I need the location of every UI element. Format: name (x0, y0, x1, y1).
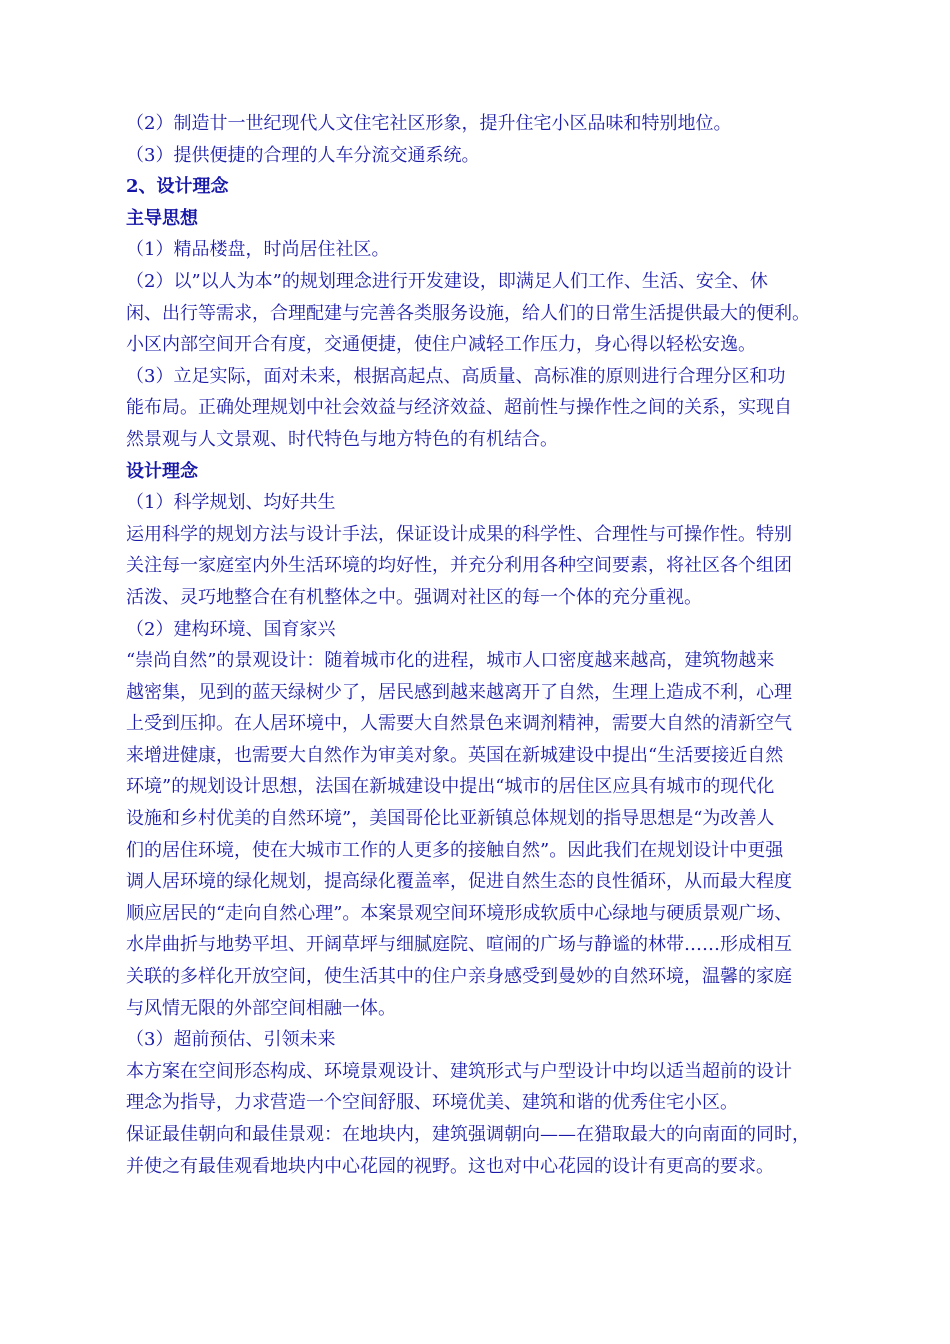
section-heading: 主导思想 (126, 207, 198, 229)
text-line: 水岸曲折与地势平坦、开阔草坪与细腻庭院、喧闹的广场与静谧的林带……形成相互 (126, 934, 792, 956)
text-line: 关联的多样化开放空间，使生活其中的住户亲身感受到曼妙的自然环境，温馨的家庭 (126, 966, 792, 988)
section-heading: 2、设计理念 (126, 176, 229, 198)
text-line: 环境”的规划设计思想，法国在新城建设中提出“城市的居住区应具有城市的现代化 (126, 776, 775, 798)
text-line: 来增进健康，也需要大自然作为审美对象。英国在新城建设中提出“生活要接近自然 (126, 744, 784, 766)
text-line: 们的居住环境，使在大城市工作的人更多的接触自然”。因此我们在规划设计中更强 (126, 839, 784, 861)
text-line: 本方案在空间形态构成、环境景观设计、建筑形式与户型设计中均以适当超前的设计 (126, 1060, 792, 1082)
text-line: 活泼、灵巧地整合在有机整体之中。强调对社区的每一个体的充分重视。 (126, 586, 702, 608)
text-line: 设施和乡村优美的自然环境”，美国哥伦比亚新镇总体规划的指导思想是“为改善人 (126, 808, 775, 830)
text-line: （2）建构环境、国育家兴 (126, 618, 336, 640)
text-line: 理念为指导，力求营造一个空间舒服、环境优美、建筑和谐的优秀住宅小区。 (126, 1092, 738, 1114)
text-line: 并使之有最佳观看地块内中心花园的视野。这也对中心花园的设计有更高的要求。 (126, 1155, 774, 1177)
text-line: 然景观与人文景观、时代特色与地方特色的有机结合。 (126, 428, 558, 450)
text-line: 闲、出行等需求，合理配建与完善各类服务设施，给人们的日常生活提供最大的便利。 (126, 302, 810, 324)
text-line: 能布局。正确处理规划中社会效益与经济效益、超前性与操作性之间的关系，实现自 (126, 397, 792, 419)
text-line: （2）制造廿一世纪现代人文住宅社区形象，提升住宅小区品味和特别地位。 (126, 113, 732, 134)
text-line: 调人居环境的绿化规划，提高绿化覆盖率，促进自然生态的良性循环，从而最大程度 (126, 871, 792, 893)
text-line: （1）科学规划、均好共生 (126, 492, 336, 514)
text-line: （1）精品楼盘，时尚居住社区。 (126, 239, 390, 261)
text-line: （2）以”以人为本”的规划理念进行开发建设，即满足人们工作、生活、安全、休 (126, 270, 768, 292)
text-line: 关注每一家庭室内外生活环境的均好性，并充分利用各种空间要素，将社区各个组团 (126, 555, 792, 577)
text-line: （3）超前预估、引领未来 (126, 1029, 336, 1051)
text-line: （3）立足实际，面对未来，根据高起点、高质量、高标准的原则进行合理分区和功 (126, 365, 786, 387)
text-line: 保证最佳朝向和最佳景观：在地块内，建筑强调朝向——在猎取最大的向南面的同时， (126, 1124, 810, 1145)
document-body (126, 108, 846, 1182)
text-line: （3）提供便捷的合理的人车分流交通系统。 (126, 144, 480, 166)
text-line: 上受到压抑。在人居环境中，人需要大自然景色来调剂精神，需要大自然的清新空气 (126, 713, 792, 735)
text-line: 与风情无限的外部空间相融一体。 (126, 997, 396, 1019)
section-heading: 设计理念 (126, 460, 198, 482)
text-line: 顺应居民的“走向自然心理”。本案景观空间环境形成软质中心绿地与硬质景观广场、 (126, 902, 793, 924)
text-line: 越密集，见到的蓝天绿树少了，居民感到越来越离开了自然，生理上造成不利，心理 (126, 681, 792, 703)
text-line: “崇尚自然”的景观设计：随着城市化的进程，城市人口密度越来越高，建筑物越来 (126, 650, 775, 672)
text-line: 小区内部空间开合有度，交通便捷，使住户减轻工作压力，身心得以轻松安逸。 (126, 334, 756, 356)
text-line: 运用科学的规划方法与设计手法，保证设计成果的科学性、合理性与可操作性。特别 (126, 523, 792, 545)
